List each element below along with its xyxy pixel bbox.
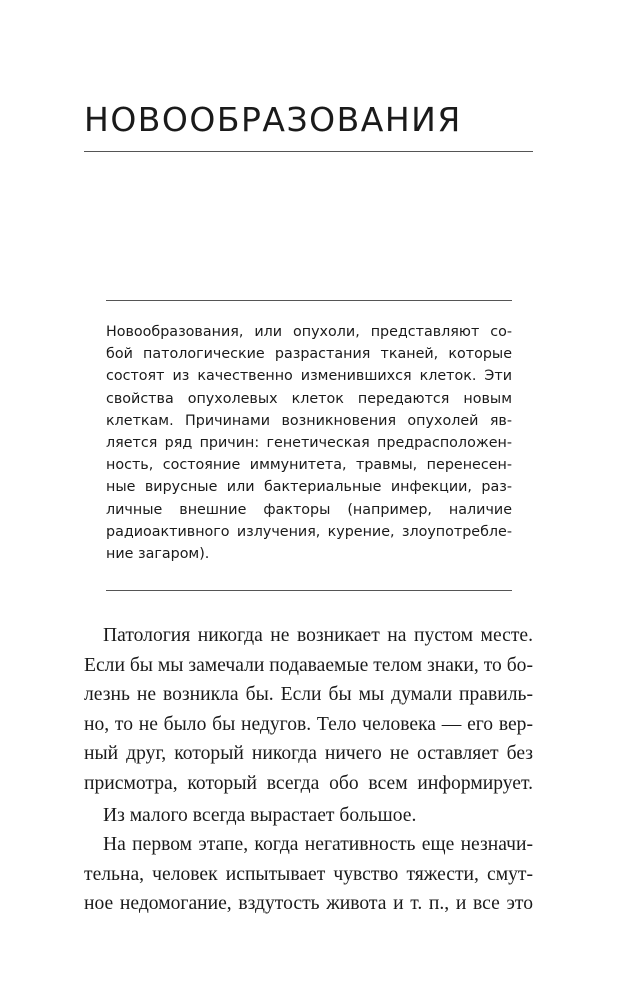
body-line: На первом этапе, когда негативность еще незначи- — [103, 834, 533, 855]
body-paragraph-1 — [84, 621, 533, 799]
abstract-line: ные вирусные или бактериальные инфекции, раз- — [106, 479, 512, 496]
abstract-line: личные внешние факторы (например, наличие — [106, 501, 512, 518]
abstract-line: клеткам. Причинами возникновения опухолей яв- — [106, 412, 512, 429]
abstract-line: ляется ряд причин: генетическая предрасположен- — [106, 435, 512, 452]
body-paragraph-2 — [84, 801, 533, 831]
body-line: Из малого всегда вырастает большое. — [103, 805, 417, 826]
chapter-title: НОВООБРАЗОВАНИЯ — [84, 100, 462, 139]
abstract-bottom-divider — [106, 590, 512, 591]
abstract-line: ность, состояние иммунитета, травмы, перенесен- — [106, 457, 512, 474]
body-line: лезнь не возникла бы. Если бы мы думали правиль- — [84, 684, 533, 706]
abstract-line: свойства опухолевых клеток передаются новым — [106, 390, 512, 407]
abstract-top-divider — [106, 300, 512, 301]
body-line: ное недомогание, вздутость живота и т. п., и все это — [84, 893, 533, 915]
abstract-line: состоят из качественно изменившихся клеток. Эти — [106, 368, 512, 385]
abstract-line: бой патологические разрастания тканей, которые — [106, 346, 512, 363]
abstract-line: ние загаром). — [106, 546, 210, 563]
abstract-line: Новообразования, или опухоли, представляют со- — [106, 324, 512, 340]
body-line: ный друг, который никогда ничего не оставляет без — [84, 743, 533, 765]
abstract-box — [106, 321, 512, 565]
body-line: присмотра, который всегда обо всем информирует. — [84, 772, 533, 794]
body-paragraph-3 — [84, 830, 533, 919]
title-divider — [84, 151, 533, 152]
body-line: тельна, человек испытывает чувство тяжести, смут- — [84, 863, 533, 885]
abstract-line: радиоактивного излучения, курение, злоупотребле- — [106, 523, 512, 540]
body-line: Патология никогда не возникает на пустом месте. — [103, 625, 533, 646]
body-line: но, то не было бы недугов. Тело человека — его вер- — [84, 713, 533, 735]
body-line: Если бы мы замечали подаваемые телом знаки, то бо- — [84, 654, 533, 676]
